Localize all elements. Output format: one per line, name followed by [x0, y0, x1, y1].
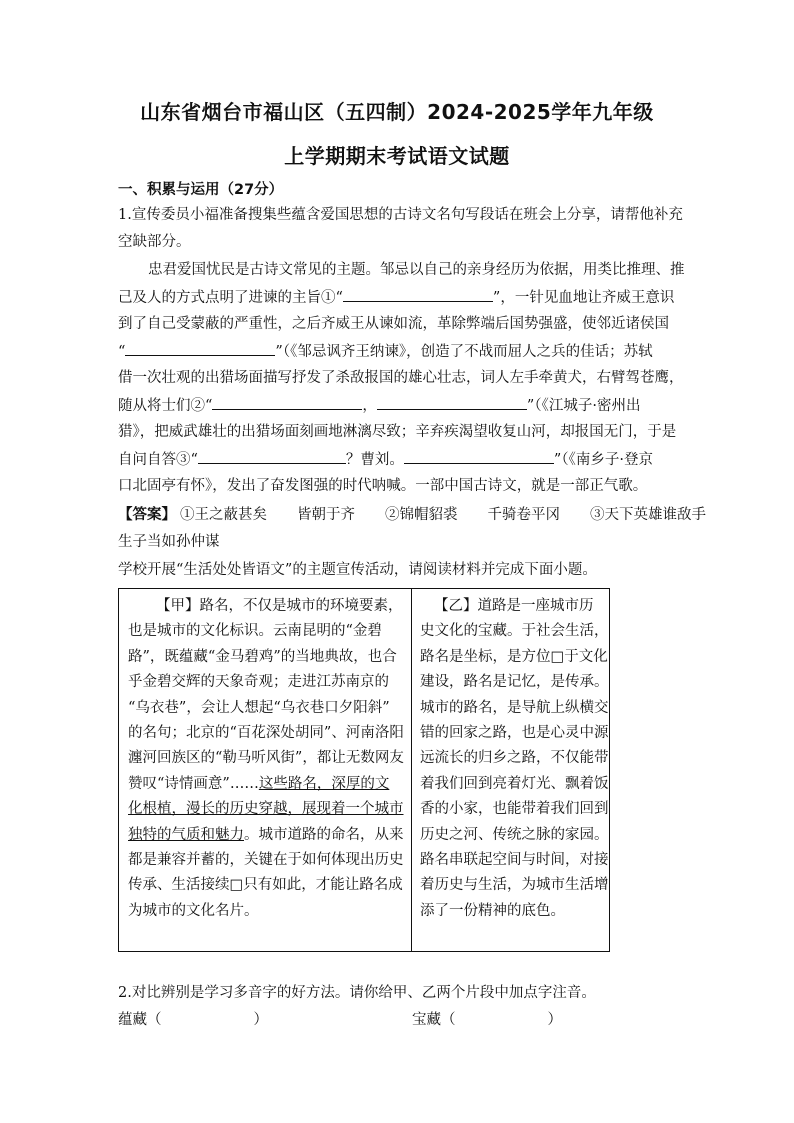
text-segment: ，	[362, 398, 377, 414]
answer-label: 【答案】	[118, 507, 176, 523]
document-title-line2: 上学期期末考试语文试题	[284, 144, 510, 168]
material-b-line: 路名是坐标，是方位□于文化	[420, 648, 608, 665]
pinyin-word: 宝藏（	[412, 1012, 456, 1028]
material-a-line: 路”，既蕴藏“金马碧鸡”的当地典故，也合	[128, 648, 397, 665]
q2-prompt: 2.对比辨别是学习多音字的好方法。请你给甲、乙两个片段中加点字注音。	[118, 985, 596, 1001]
answer-blank-4[interactable]	[377, 395, 527, 410]
underlined-sentence: 化根植，漫长的历史穿越，展现着一个城市	[128, 801, 404, 818]
q1-intro-line1: 1.宣传委员小福准备搜集些蕴含爱国思想的古诗文名句写段话在班会上分享，请帮他补充	[118, 207, 683, 223]
material-a-line: 【甲】路名，不仅是城市的环境要素，	[156, 598, 403, 614]
material-b-line: 香的小家，也能带着我们回到	[420, 801, 609, 818]
text-segment: ”（《邹忌讽齐王纳谏》，创造了不战而屈人之兵的佳话；苏轼	[275, 344, 653, 360]
material-a	[128, 594, 404, 924]
q1-paragraph-line2	[118, 287, 678, 308]
q1-paragraph-line4	[118, 341, 678, 362]
q1-paragraph-line8	[118, 449, 678, 470]
pinyin-word: 蕴藏（	[118, 1012, 162, 1028]
answer-item: ③天下英雄谁敌手	[590, 507, 706, 523]
answer-blank-2[interactable]	[125, 341, 275, 356]
material-b	[420, 594, 609, 924]
table-divider	[411, 588, 412, 952]
answer-blank-5[interactable]	[198, 449, 346, 464]
text-segment: ”（《江城子·密州出	[526, 398, 641, 414]
material-b-line: 历史之河、传统之脉的家园。	[420, 826, 609, 843]
material-b-line: 添了一份精神的底色。	[420, 902, 565, 919]
q1-paragraph-line9: 口北固亭有怀》，发出了奋发图强的时代呐喊。一部中国古诗文，就是一部正气歌。	[118, 478, 648, 494]
text-segment: 己及人的方式点明了进谏的主旨①“	[118, 290, 343, 306]
pinyin-field-yuncang[interactable]	[118, 1008, 268, 1029]
material-a-line	[128, 823, 404, 848]
q1-paragraph-line1: 忠君爱国忧民是古诗文常见的主题。邹忌以自己的亲身经历为依据，用类比推理、推	[148, 262, 685, 278]
pinyin-close: ）	[547, 1012, 562, 1028]
answer-item: ①王之蔽甚矣	[180, 507, 267, 523]
text-segment: ？曹刘。	[345, 452, 404, 468]
q1-paragraph-line7: 猎》，把威武雄壮的出猎场面刻画地淋漓尽致；辛弃疾渴望收复山河，却报国无门，于是	[118, 424, 677, 440]
document-title-line1: 山东省烟台市福山区（五四制）2024-2025学年九年级	[140, 100, 654, 124]
answer-item: ②锦帽貂裘	[385, 507, 458, 523]
text-segment: ”（《南乡子·登京	[553, 452, 653, 468]
answer-line1	[118, 505, 706, 525]
answer-line2: 生子当如孙仲谋	[118, 534, 220, 550]
material-b-line: 城市的路名，是导航上纵横交	[420, 699, 609, 716]
material-a-line: “乌衣巷”，会让人想起“乌衣巷口夕阳斜”	[128, 699, 390, 716]
material-a-line	[128, 772, 404, 797]
material-b-line: 史文化的宝藏。于社会生活，	[420, 623, 609, 640]
text-segment: ”，一针见血地让齐威王意识	[492, 290, 675, 306]
material-a-line: 也是城市的文化标识。云南昆明的“金碧	[128, 623, 382, 640]
q1-paragraph-line6	[118, 395, 678, 416]
material-a-line: 的名句；北京的“百花深处胡同”、河南洛阳	[128, 725, 404, 742]
text-segment: 随从将士们②“	[118, 398, 213, 414]
answer-blank-6[interactable]	[404, 449, 554, 464]
answer-item: 千骑卷平冈	[487, 507, 560, 523]
material-b-line: 着历史与生活，为城市生活增	[420, 877, 609, 894]
underlined-sentence: 独特的气质和魅力	[128, 826, 244, 843]
text-segment: 赞叹“诗情画意”……	[128, 775, 259, 792]
material-a-line: 都是兼容并蓄的，关键在于如何体现出历史	[128, 852, 404, 869]
material-b-line: 路名串联起空间与时间，对接	[420, 852, 609, 869]
material-b-line: 建设，路名是记忆，是传承。	[420, 674, 609, 691]
material-a-line: 瀍河回族区的“勒马听风街”，都让无数网友	[128, 750, 404, 767]
material-b-line: 错的回家之路，也是心灵中源	[420, 725, 609, 742]
q1-paragraph-line5: 借一次壮观的出猎场面描写抒发了杀敌报国的雄心壮志，词人左手牵黄犬，右臂驾苍鹰，	[118, 370, 684, 386]
material-a-line: 传承、生活接续□只有如此，才能让路名成	[128, 877, 403, 894]
text-segment: 。城市道路的命名，从来	[244, 826, 404, 843]
q1-intro-line2: 空缺部分。	[118, 234, 191, 250]
material-b-line: 【乙】道路是一座城市历	[434, 598, 594, 614]
activity-intro: 学校开展“生活处处皆语文”的主题宣传活动，请阅读材料并完成下面小题。	[118, 562, 597, 578]
underlined-sentence: 这些路名，深厚的文	[258, 775, 390, 792]
answer-item: 皆朝于齐	[297, 507, 355, 523]
section-heading: 一、积累与运用（27分）	[118, 182, 284, 198]
material-b-line: 远流长的归乡之路，不仅能带	[420, 750, 609, 767]
material-a-line: 乎金碧交辉的天象奇观；走进江苏南京的	[128, 674, 389, 691]
material-b-line: 着我们回到亮着灯光、飘着饭	[420, 775, 609, 792]
pinyin-close: ）	[253, 1012, 268, 1028]
text-segment: 自问自答③“	[118, 452, 198, 468]
q1-paragraph-line3: 到了自己受蒙蔽的严重性，之后齐威王从谏如流，革除弊端后国势强盛，使邻近诸侯国	[118, 316, 669, 332]
answer-blank-3[interactable]	[212, 395, 362, 410]
material-a-line: 为城市的文化名片。	[128, 902, 259, 919]
pinyin-field-baozang[interactable]	[412, 1008, 562, 1029]
answer-blank-1[interactable]	[343, 287, 493, 302]
text-segment: “	[118, 344, 126, 360]
